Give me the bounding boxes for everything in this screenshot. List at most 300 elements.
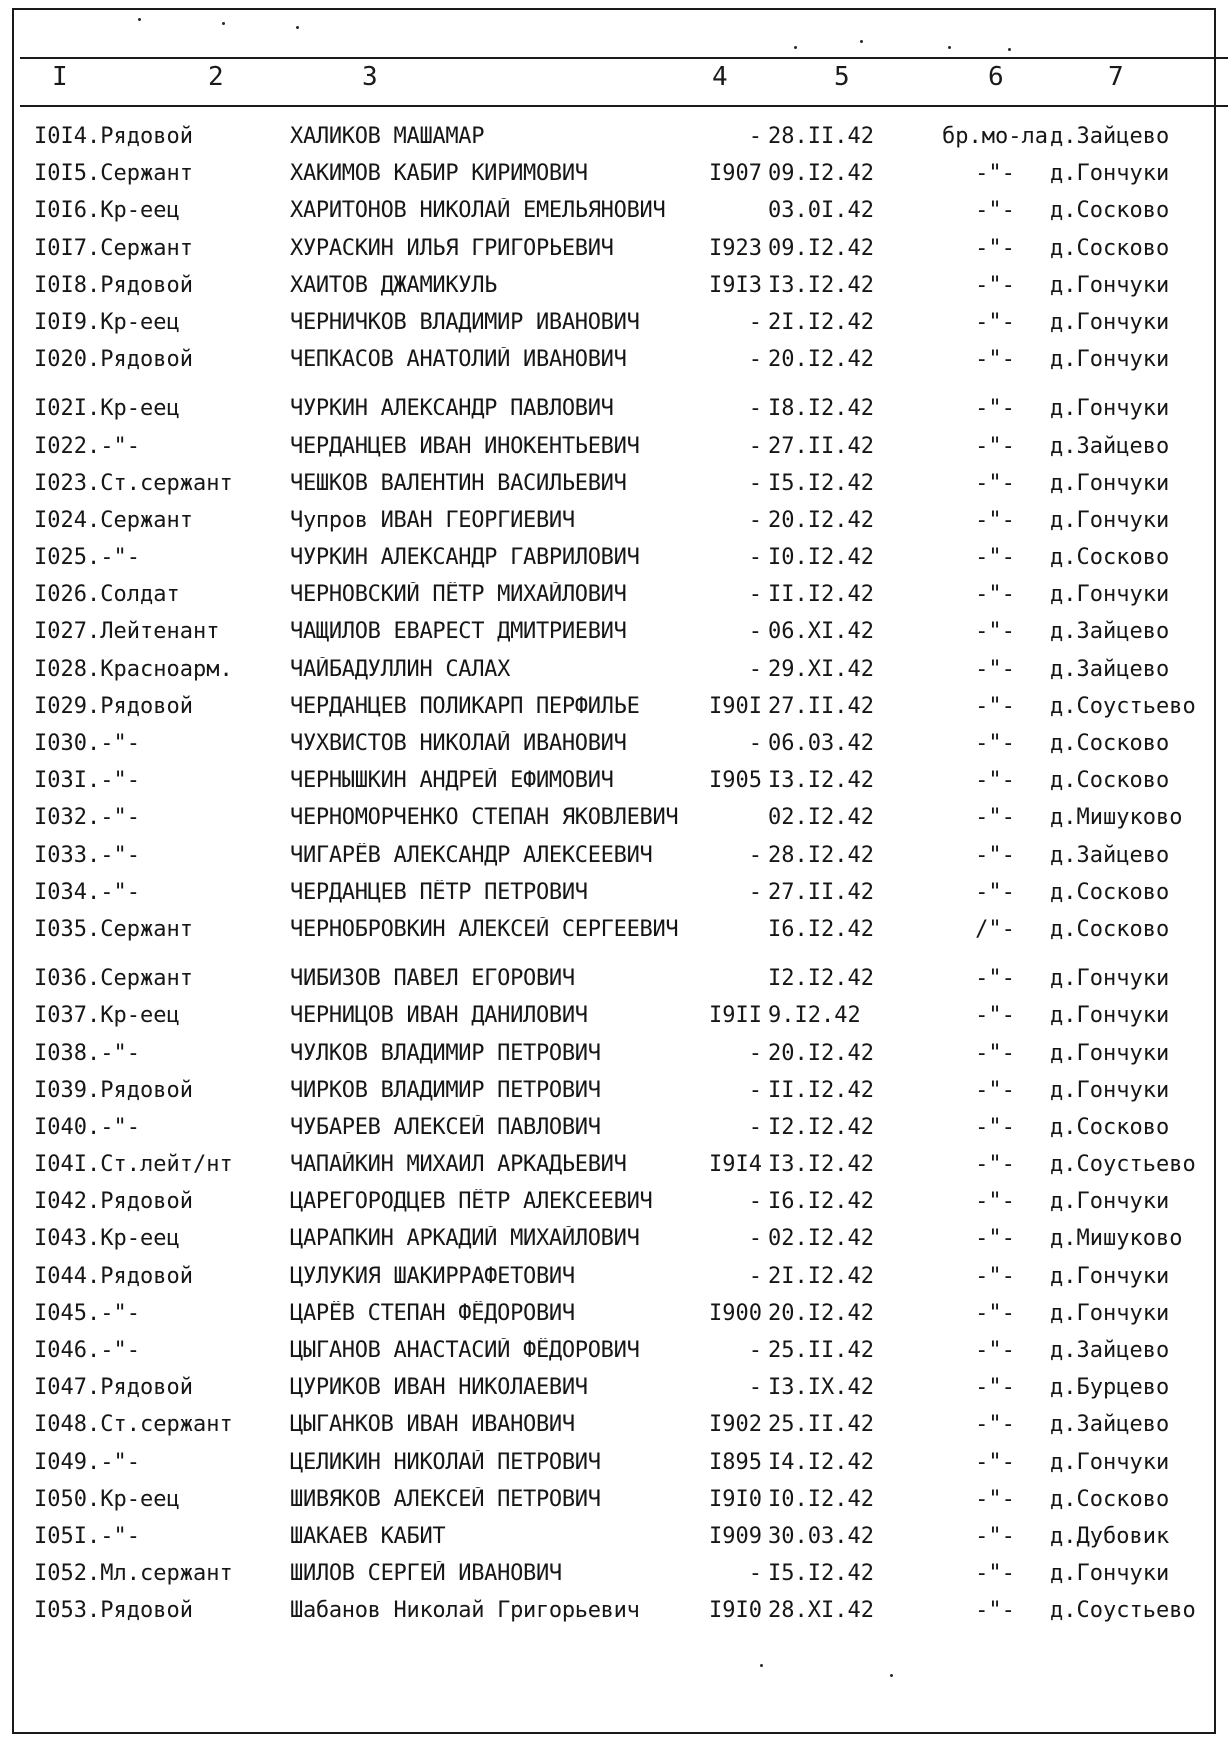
record-number: I028.: [34, 656, 101, 682]
record-rank: -"-: [100, 879, 140, 905]
record-row: [0, 1152, 1228, 1189]
record-number: I024.: [34, 507, 101, 533]
record-number: I0I6.: [34, 198, 101, 224]
record-row: [0, 1041, 1228, 1078]
record-number-rank: [34, 434, 284, 459]
record-number: I032.: [34, 805, 101, 831]
record-burial-place: д.Сосково: [1050, 198, 1170, 224]
record-number-rank: [34, 1226, 284, 1251]
record-row: [0, 1189, 1228, 1226]
record-number-rank: [34, 545, 284, 570]
record-number: I0I5.: [34, 161, 101, 187]
record-name: ЧАЙБАДУЛЛИН САЛАХ: [290, 656, 511, 682]
record-burial-place: д.Гончуки: [1050, 966, 1170, 992]
record-name: ЧЕПКАСОВ АНАТОЛИЙ ИВАНОВИЧ: [290, 347, 627, 373]
record-birth-year: I895: [709, 1449, 762, 1475]
record-number-rank: [34, 657, 284, 682]
record-burial-place: д.Гончуки: [1050, 582, 1170, 608]
record-death-date: I6.I2.42: [768, 916, 874, 942]
record-burial-place: д.Гончуки: [1050, 1300, 1170, 1326]
record-number: I05I.: [34, 1523, 101, 1549]
record-birth-year: -: [748, 1375, 762, 1401]
record-row: [0, 843, 1228, 880]
record-death-date: 27.II.42: [768, 433, 874, 459]
record-death-date: 2I.I2.42: [768, 309, 874, 335]
record-name: ХАРИТОНОВ НИКОЛАЙ ЕМЕЛЬЯНОВИЧ: [290, 198, 666, 224]
record-number-rank: [34, 347, 284, 372]
record-row: [0, 1450, 1228, 1487]
record-death-date: I4.I2.42: [768, 1449, 874, 1475]
record-death-date: 25.II.42: [768, 1412, 874, 1438]
record-name: ЦЕЛИКИН НИКОЛАЙ ПЕТРОВИЧ: [290, 1449, 601, 1475]
column-header-5: 5: [834, 62, 850, 92]
record-burial-place: д.Зайцево: [1050, 1412, 1170, 1438]
record-burial-place: д.Гончуки: [1050, 1189, 1170, 1215]
record-burial-place: д.Гончуки: [1050, 272, 1170, 298]
record-name: ЧЕРНОБРОВКИН АЛЕКСЕЙ СЕРГЕЕВИЧ: [290, 916, 679, 942]
record-burial-place: д.Зайцево: [1050, 124, 1170, 149]
record-burial-place: д.Сосково: [1050, 1114, 1170, 1140]
record-death-date: II.I2.42: [768, 582, 874, 608]
record-rank: Сержант: [100, 916, 193, 942]
header-bottom-rule: [20, 105, 1228, 107]
record-death-date: 29.XI.42: [768, 656, 874, 682]
record-birth-year: -: [748, 656, 762, 682]
record-note: -"-: [975, 1561, 1015, 1587]
record-burial-place: д.Соустьево: [1050, 1598, 1196, 1624]
record-death-date: 2I.I2.42: [768, 1263, 874, 1289]
record-number: I026.: [34, 582, 101, 608]
record-burial-place: д.Гончуки: [1050, 1077, 1170, 1103]
record-note: -"-: [975, 1375, 1015, 1401]
record-burial-place: д.Зайцево: [1050, 433, 1170, 459]
record-birth-year: -: [748, 1226, 762, 1252]
record-note: -"-: [975, 272, 1015, 298]
record-note: -"-: [975, 161, 1015, 187]
record-birth-year: I9I3: [709, 272, 762, 298]
record-rank: Рядовой: [100, 1077, 193, 1103]
record-number: I0I9.: [34, 309, 101, 335]
record-birth-year: I90I: [709, 693, 762, 719]
record-note: -"-: [975, 582, 1015, 608]
record-number-rank: [34, 880, 284, 905]
record-number: I034.: [34, 879, 101, 905]
record-birth-year: I905: [709, 768, 762, 794]
record-burial-place: д.Гончуки: [1050, 347, 1170, 373]
header-top-rule: [20, 57, 1228, 59]
record-note: -"-: [975, 545, 1015, 571]
record-death-date: 03.0I.42: [768, 198, 874, 224]
record-birth-year: I9I0: [709, 1598, 762, 1624]
record-birth-year: -: [748, 842, 762, 868]
record-rank: Рядовой: [100, 1263, 193, 1289]
record-note: -"-: [975, 1003, 1015, 1029]
record-name: ХАИТОВ ДЖАМИКУЛЬ: [290, 272, 498, 298]
record-row: [0, 731, 1228, 768]
record-rank: -"-: [100, 545, 140, 571]
record-number: I039.: [34, 1077, 101, 1103]
record-burial-place: д.Бурцево: [1050, 1375, 1170, 1401]
record-number-rank: [34, 1487, 284, 1512]
record-birth-year: I909: [709, 1523, 762, 1549]
record-name: ЧЕРНОВСКИЙ ПЁТР МИХАЙЛОВИЧ: [290, 582, 627, 608]
record-rank: Рядовой: [100, 347, 193, 373]
record-number-rank: [34, 1152, 284, 1177]
record-rank: -"-: [100, 1040, 140, 1066]
record-birth-year: I9I4: [709, 1152, 762, 1178]
record-number: I030.: [34, 731, 101, 756]
record-number-rank: [34, 1078, 284, 1103]
record-row: [0, 694, 1228, 731]
record-death-date: 9.I2.42: [768, 1003, 861, 1029]
record-row: [0, 273, 1228, 310]
record-number: I048.: [34, 1412, 101, 1438]
record-row: [0, 310, 1228, 347]
record-death-date: 28.XI.42: [768, 1598, 874, 1624]
record-note: -"-: [975, 693, 1015, 719]
record-rank: Красноарм.: [100, 656, 233, 682]
record-death-date: 20.I2.42: [768, 1300, 874, 1326]
record-row: [0, 1487, 1228, 1524]
record-rank: Рядовой: [100, 272, 193, 298]
record-birth-year: -: [748, 1077, 762, 1103]
record-note: -"-: [975, 842, 1015, 868]
record-note: -"-: [975, 347, 1015, 373]
record-name: ЧИГАРЁВ АЛЕКСАНДР АЛЕКСЕЕВИЧ: [290, 842, 653, 868]
record-number: I036.: [34, 966, 101, 992]
record-number-rank: [34, 843, 284, 868]
record-birth-year: I923: [709, 235, 762, 261]
record-row: [0, 1078, 1228, 1115]
record-number-rank: [34, 805, 284, 830]
record-number: I047.: [34, 1375, 101, 1401]
record-row: [0, 805, 1228, 842]
record-name: ЦУЛУКИЯ ШАКИРРАФЕТОВИЧ: [290, 1263, 575, 1289]
record-note: -"-: [975, 470, 1015, 496]
column-header-3: 3: [362, 62, 378, 92]
record-number-rank: [34, 966, 284, 991]
record-rank: -"-: [100, 1114, 140, 1140]
record-death-date: 09.I2.42: [768, 235, 874, 261]
record-rank: Кр-еец: [100, 1486, 180, 1512]
column-header-2: 2: [208, 62, 224, 92]
scan-speck: [890, 1674, 893, 1677]
record-row: [0, 347, 1228, 384]
record-birth-year: I902: [709, 1412, 762, 1438]
record-number-rank: [34, 694, 284, 719]
record-rank: Кр-еец: [100, 1226, 180, 1252]
record-number-rank: [34, 1115, 284, 1140]
record-death-date: I3.I2.42: [768, 768, 874, 794]
record-death-date: 27.II.42: [768, 693, 874, 719]
record-name: ШАКАЕВ КАБИТ: [290, 1523, 446, 1549]
record-name: ЧЕРДАНЦЕВ ПОЛИКАРП ПЕРФИЛЬЕ: [290, 693, 640, 719]
scan-speck: [948, 46, 951, 49]
record-name: Шабанов Николай Григорьевич: [290, 1598, 640, 1624]
record-death-date: I5.I2.42: [768, 470, 874, 496]
record-number-rank: [34, 1412, 284, 1437]
record-burial-place: д.Гончуки: [1050, 507, 1170, 533]
record-birth-year: -: [748, 582, 762, 608]
record-number-rank: [34, 161, 284, 186]
record-row: [0, 768, 1228, 805]
record-number: I0I7.: [34, 235, 101, 261]
record-row: [0, 1524, 1228, 1561]
record-note: -"-: [975, 396, 1015, 422]
record-row: [0, 1003, 1228, 1040]
record-rank: -"-: [100, 433, 140, 459]
record-name: ХАКИМОВ КАБИР КИРИМОВИЧ: [290, 161, 588, 187]
record-death-date: I0.I2.42: [768, 1486, 874, 1512]
record-name: ЧЕРНЫШКИН АНДРЕЙ ЕФИМОВИЧ: [290, 768, 614, 794]
record-name: ЧЕШКОВ ВАЛЕНТИН ВАСИЛЬЕВИЧ: [290, 470, 627, 496]
record-number-rank: [34, 310, 284, 335]
record-rank: -"-: [100, 1300, 140, 1326]
record-row: [0, 917, 1228, 954]
record-note: /"-: [975, 916, 1015, 942]
record-note: -"-: [975, 768, 1015, 794]
record-number: I038.: [34, 1040, 101, 1066]
record-note: -"-: [975, 1598, 1015, 1624]
record-number: I025.: [34, 545, 101, 571]
record-number: I037.: [34, 1003, 101, 1029]
column-header-4: 4: [712, 62, 728, 92]
scan-speck: [1008, 48, 1011, 51]
record-note: бр.мо-ла: [942, 124, 1048, 149]
record-number: I042.: [34, 1189, 101, 1215]
record-number-rank: [34, 1561, 284, 1586]
record-note: -"-: [975, 1263, 1015, 1289]
record-number-rank: [34, 236, 284, 261]
record-number-rank: [34, 1375, 284, 1400]
record-death-date: I2.I2.42: [768, 1114, 874, 1140]
record-number: I053.: [34, 1598, 101, 1624]
record-row: [0, 161, 1228, 198]
record-note: -"-: [975, 1300, 1015, 1326]
record-note: -"-: [975, 1114, 1015, 1140]
record-number-rank: [34, 582, 284, 607]
record-rank: Ст.сержант: [100, 1412, 233, 1438]
record-name: ЦЫГАНКОВ ИВАН ИВАНОВИЧ: [290, 1412, 575, 1438]
record-birth-year: -: [748, 470, 762, 496]
record-row: [0, 657, 1228, 694]
record-burial-place: д.Гончуки: [1050, 396, 1170, 422]
scan-speck: [860, 40, 863, 43]
record-name: ШИВЯКОВ АЛЕКСЕЙ ПЕТРОВИЧ: [290, 1486, 601, 1512]
record-death-date: I2.I2.42: [768, 966, 874, 992]
record-rank: Мл.сержант: [100, 1561, 233, 1587]
record-birth-year: I900: [709, 1300, 762, 1326]
record-name: ЦЫГАНОВ АНАСТАСИЙ ФЁДОРОВИЧ: [290, 1338, 640, 1363]
record-death-date: I3.IX.42: [768, 1375, 874, 1401]
record-death-date: 25.II.42: [768, 1338, 874, 1363]
record-number: I045.: [34, 1300, 101, 1326]
record-number-rank: [34, 731, 284, 756]
record-name: ЧЕРНОМОРЧЕНКО СТЕПАН ЯКОВЛЕВИЧ: [290, 805, 679, 831]
record-burial-place: д.Гончуки: [1050, 1449, 1170, 1475]
record-number-rank: [34, 471, 284, 496]
record-name: ЦАРАПКИН АРКАДИЙ МИХАЙЛОВИЧ: [290, 1226, 640, 1252]
record-note: -"-: [975, 1152, 1015, 1178]
record-note: -"-: [975, 1040, 1015, 1066]
record-death-date: 02.I2.42: [768, 805, 874, 831]
record-death-date: I6.I2.42: [768, 1189, 874, 1215]
record-number: I050.: [34, 1486, 101, 1512]
record-death-date: I3.I2.42: [768, 1152, 874, 1178]
scan-speck: [222, 22, 225, 25]
record-name: ШИЛОВ СЕРГЕЙ ИВАНОВИЧ: [290, 1561, 562, 1587]
record-name: ЧАПАЙКИН МИХАИЛ АРКАДЬЕВИЧ: [290, 1152, 627, 1178]
record-number: I035.: [34, 916, 101, 942]
record-rank: -"-: [100, 805, 140, 831]
record-burial-place: д.Гончуки: [1050, 1561, 1170, 1587]
record-burial-place: д.Зайцево: [1050, 619, 1170, 645]
record-birth-year: -: [748, 879, 762, 905]
record-death-date: 09.I2.42: [768, 161, 874, 187]
record-name: ЦАРЕГОРОДЦЕВ ПЁТР АЛЕКСЕЕВИЧ: [290, 1189, 653, 1215]
record-row: [0, 1338, 1228, 1375]
record-name: ЧУХВИСТОВ НИКОЛАЙ ИВАНОВИЧ: [290, 731, 627, 756]
record-rank: -"-: [100, 731, 140, 756]
record-row: [0, 471, 1228, 508]
record-burial-place: д.Соустьево: [1050, 693, 1196, 719]
record-birth-year: -: [748, 731, 762, 756]
record-number: I022.: [34, 433, 101, 459]
record-number-rank: [34, 124, 284, 149]
record-death-date: 28.I2.42: [768, 842, 874, 868]
record-rank: Сержант: [100, 966, 193, 992]
record-number-rank: [34, 273, 284, 298]
record-number: I049.: [34, 1449, 101, 1475]
record-rank: Рядовой: [100, 1375, 193, 1401]
record-birth-year: -: [748, 124, 762, 149]
record-rank: Сержант: [100, 161, 193, 187]
record-birth-year: -: [748, 396, 762, 422]
record-number: I033.: [34, 842, 101, 868]
record-name: ЧИРКОВ ВЛАДИМИР ПЕТРОВИЧ: [290, 1077, 601, 1103]
record-number: I040.: [34, 1114, 101, 1140]
record-death-date: 20.I2.42: [768, 347, 874, 373]
record-name: Чупров ИВАН ГЕОРГИЕВИЧ: [290, 507, 575, 533]
record-number: I027.: [34, 619, 101, 645]
record-note: -"-: [975, 1449, 1015, 1475]
record-row: [0, 966, 1228, 1003]
record-name: ЧЕРНИЦОВ ИВАН ДАНИЛОВИЧ: [290, 1003, 588, 1029]
record-row: [0, 396, 1228, 433]
record-birth-year: -: [748, 545, 762, 571]
record-rank: -"-: [100, 842, 140, 868]
record-note: -"-: [975, 507, 1015, 533]
record-note: -"-: [975, 619, 1015, 645]
record-death-date: I5.I2.42: [768, 1561, 874, 1587]
record-name: ЧЕРДАНЦЕВ ПЁТР ПЕТРОВИЧ: [290, 879, 588, 905]
record-row: [0, 124, 1228, 161]
record-number: I046.: [34, 1338, 101, 1363]
record-death-date: 06.03.42: [768, 731, 874, 756]
record-number: I03I.: [34, 768, 101, 794]
record-name: ЧУБАРЕВ АЛЕКСЕЙ ПАВЛОВИЧ: [290, 1114, 601, 1140]
record-death-date: 27.II.42: [768, 879, 874, 905]
record-burial-place: д.Гончуки: [1050, 161, 1170, 187]
record-rank: -"-: [100, 1523, 140, 1549]
record-birth-year: I9I0: [709, 1486, 762, 1512]
record-number-rank: [34, 508, 284, 533]
record-rank: Солдат: [100, 582, 180, 608]
record-number-rank: [34, 917, 284, 942]
record-death-date: 30.03.42: [768, 1523, 874, 1549]
record-rank: Рядовой: [100, 124, 193, 149]
record-burial-place: д.Гончуки: [1050, 1263, 1170, 1289]
record-rank: Кр-еец: [100, 309, 180, 335]
column-header-7: 7: [1108, 62, 1124, 92]
scan-speck: [296, 26, 299, 29]
record-row: [0, 582, 1228, 619]
record-name: ЧАЩИЛОВ ЕВАРЕСТ ДМИТРИЕВИЧ: [290, 619, 627, 645]
record-note: -"-: [975, 879, 1015, 905]
record-rank: Ст.лейт/нт: [100, 1152, 233, 1178]
record-rank: Кр-еец: [100, 396, 180, 422]
scan-speck: [138, 18, 141, 21]
record-birth-year: -: [748, 1040, 762, 1066]
record-note: -"-: [975, 805, 1015, 831]
record-number: I0I4.: [34, 124, 101, 149]
record-rank: -"-: [100, 1449, 140, 1475]
record-row: [0, 1375, 1228, 1412]
record-burial-place: д.Сосково: [1050, 1486, 1170, 1512]
record-number-rank: [34, 1301, 284, 1326]
record-burial-place: д.Сосково: [1050, 235, 1170, 261]
scan-speck: [760, 1664, 763, 1667]
record-death-date: 06.XI.42: [768, 619, 874, 645]
record-note: -"-: [975, 235, 1015, 261]
record-note: -"-: [975, 966, 1015, 992]
column-header-1: I: [52, 62, 68, 92]
record-name: ХАЛИКОВ МАШАМАР: [290, 124, 485, 149]
record-note: -"-: [975, 1226, 1015, 1252]
record-burial-place: д.Дубовик: [1050, 1523, 1170, 1549]
record-note: -"-: [975, 1523, 1015, 1549]
record-birth-year: -: [748, 1189, 762, 1215]
record-burial-place: д.Гончуки: [1050, 1040, 1170, 1066]
record-death-date: 20.I2.42: [768, 1040, 874, 1066]
record-rank: -"-: [100, 1338, 140, 1363]
record-number-rank: [34, 619, 284, 644]
record-number-rank: [34, 1041, 284, 1066]
record-birth-year: -: [748, 1114, 762, 1140]
record-birth-year: I9II: [709, 1003, 762, 1029]
record-death-date: 20.I2.42: [768, 507, 874, 533]
record-note: -"-: [975, 1412, 1015, 1438]
record-note: -"-: [975, 1077, 1015, 1103]
record-birth-year: -: [748, 507, 762, 533]
record-birth-year: I907: [709, 161, 762, 187]
record-row: [0, 545, 1228, 582]
record-death-date: 02.I2.42: [768, 1226, 874, 1252]
record-row: [0, 1115, 1228, 1152]
record-row: [0, 198, 1228, 235]
record-rank: Ст.сержант: [100, 470, 233, 496]
record-rank: Кр-еец: [100, 1003, 180, 1029]
record-name: ХУРАСКИН ИЛЬЯ ГРИГОРЬЕВИЧ: [290, 235, 614, 261]
record-burial-place: д.Зайцево: [1050, 1338, 1170, 1363]
record-death-date: 28.II.42: [768, 124, 874, 149]
record-number-rank: [34, 1598, 284, 1623]
record-number: I029.: [34, 693, 101, 719]
record-burial-place: д.Мишуково: [1050, 1226, 1183, 1252]
record-burial-place: д.Сосково: [1050, 879, 1170, 905]
record-number: I0I8.: [34, 272, 101, 298]
record-name: ЦАРЁВ СТЕПАН ФЁДОРОВИЧ: [290, 1300, 575, 1326]
